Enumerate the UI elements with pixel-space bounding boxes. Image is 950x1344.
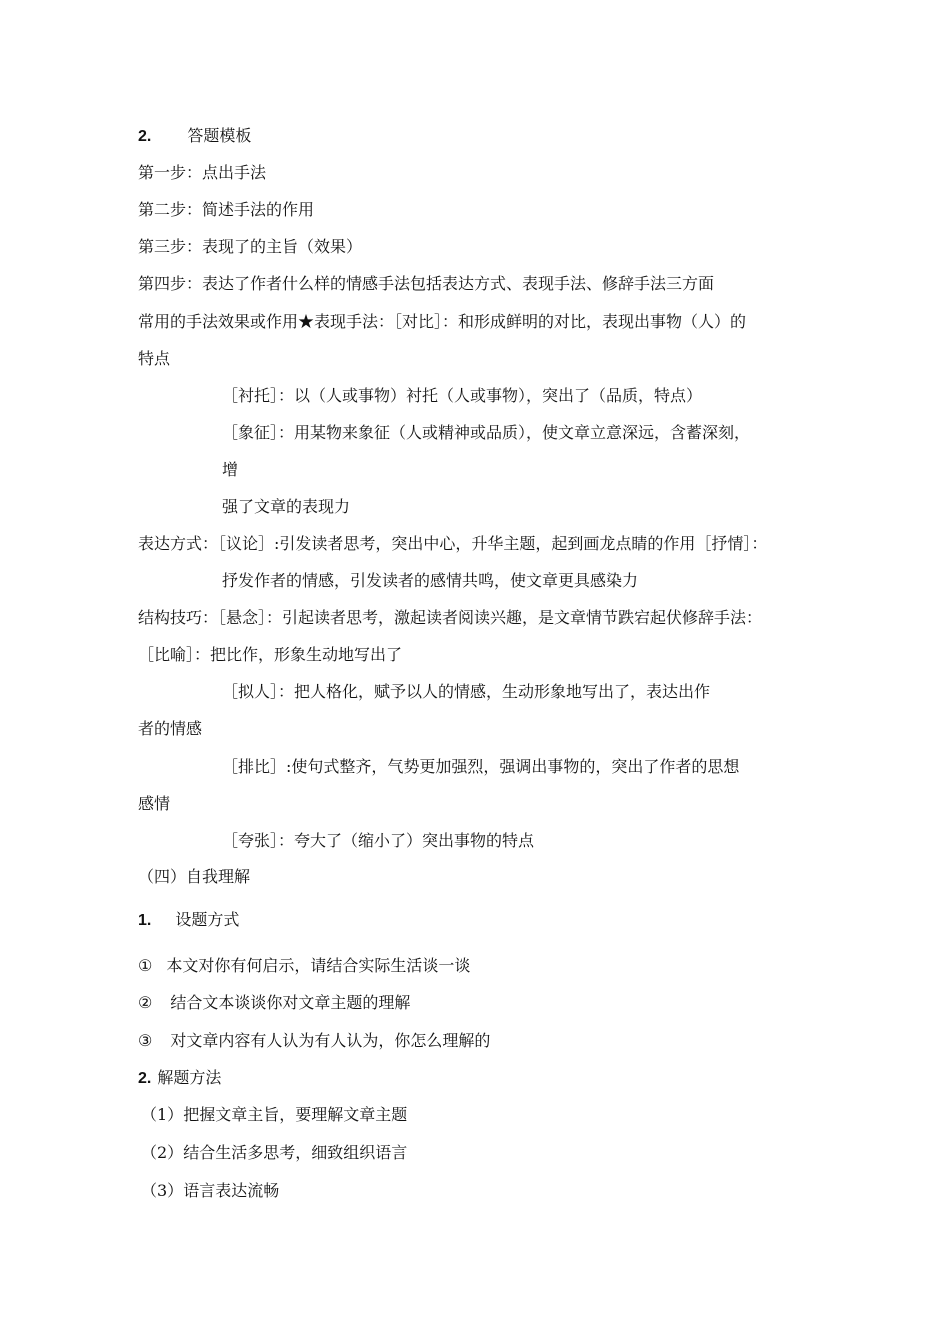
question-text: 结合文本谈谈你对文章主题的理解 <box>170 993 411 1012</box>
question-item <box>138 993 410 1013</box>
structure-techniques: 结构技巧：［悬念］：引起读者思考，激起读者阅读兴趣，是文章情节跌宕起伏修辞手法： <box>138 608 763 627</box>
question-item <box>138 956 470 976</box>
rhetoric-metaphor: ［比喻］：把比作，形象生动地写出了 <box>138 645 403 664</box>
rhetoric-parallelism: ［排比］:使句式整齐，气势更加强烈，强调出事物的，突出了作者的思想 <box>222 757 740 776</box>
techniques-intro: 常用的手法效果或作用★表现手法：［对比］：和形成鲜明的对比，表现出事物（人）的 <box>138 312 747 331</box>
question-text: 本文对你有何启示，请结合实际生活谈一谈 <box>166 956 471 975</box>
subsection-number: 2. <box>138 1070 152 1087</box>
rhetoric-personification-cont: 者的情感 <box>138 719 203 738</box>
circled-number-1: ① <box>138 956 153 975</box>
subsection-number: 1. <box>138 912 152 929</box>
step-4: 第四步：表达了作者什么样的情感手法包括表达方式、表现手法、修辞手法三方面 <box>138 274 715 293</box>
method-item <box>141 1105 407 1125</box>
section-2-heading <box>138 126 251 147</box>
technique-symbol: ［象征］：用某物来象征（人或精神或品质），使文章立意深远，含蓄深刻， <box>222 423 751 442</box>
section-number: 2. <box>138 128 152 145</box>
step-2: 第二步：简述手法的作用 <box>138 200 315 219</box>
question-item <box>138 1031 490 1051</box>
step-3: 第三步：表现了的主旨（效果） <box>138 237 363 256</box>
method-text: 结合生活多思考，细致组织语言 <box>183 1143 408 1162</box>
rhetoric-parallelism-cont: 感情 <box>138 794 171 813</box>
section-4-heading: （四）自我理解 <box>138 867 251 886</box>
method-number: （1） <box>141 1105 184 1124</box>
circled-number-3: ③ <box>138 1031 153 1050</box>
technique-symbol-cont: 增 <box>222 460 239 479</box>
rhetoric-exaggeration: ［夸张］：夸大了（缩小了）突出事物的特点 <box>222 831 535 850</box>
expression-methods: 表达方式：［议论］:引发读者思考，突出中心，升华主题，起到画龙点睛的作用［抒情］： <box>138 534 768 553</box>
subsection-title: 解题方法 <box>157 1068 222 1087</box>
method-number: （2） <box>141 1143 184 1162</box>
subsection-title: 设题方式 <box>175 910 240 929</box>
techniques-intro-cont: 特点 <box>138 349 171 368</box>
technique-contrast: ［衬托］：以（人或事物）衬托（人或事物），突出了（品质，特点） <box>222 386 703 405</box>
technique-symbol-cont2: 强了文章的表现力 <box>222 497 351 516</box>
subsection-2-heading <box>138 1068 221 1089</box>
method-text: 语言表达流畅 <box>183 1181 280 1200</box>
method-item <box>141 1181 279 1201</box>
question-text: 对文章内容有人认为有人认为，你怎么理解的 <box>170 1031 491 1050</box>
method-text: 把握文章主旨，要理解文章主题 <box>183 1105 408 1124</box>
circled-number-2: ② <box>138 993 153 1012</box>
subsection-1-heading <box>138 910 239 931</box>
method-number: （3） <box>141 1181 184 1200</box>
rhetoric-personification: ［拟人］：把人格化，赋予以人的情感，生动形象地写出了，表达出作 <box>222 682 711 701</box>
step-1: 第一步：点出手法 <box>138 163 267 182</box>
section-title: 答题模板 <box>187 126 252 145</box>
expression-methods-cont: 抒发作者的情感，引发读者的感情共鸣，使文章更具感染力 <box>222 571 639 590</box>
method-item <box>141 1143 407 1163</box>
